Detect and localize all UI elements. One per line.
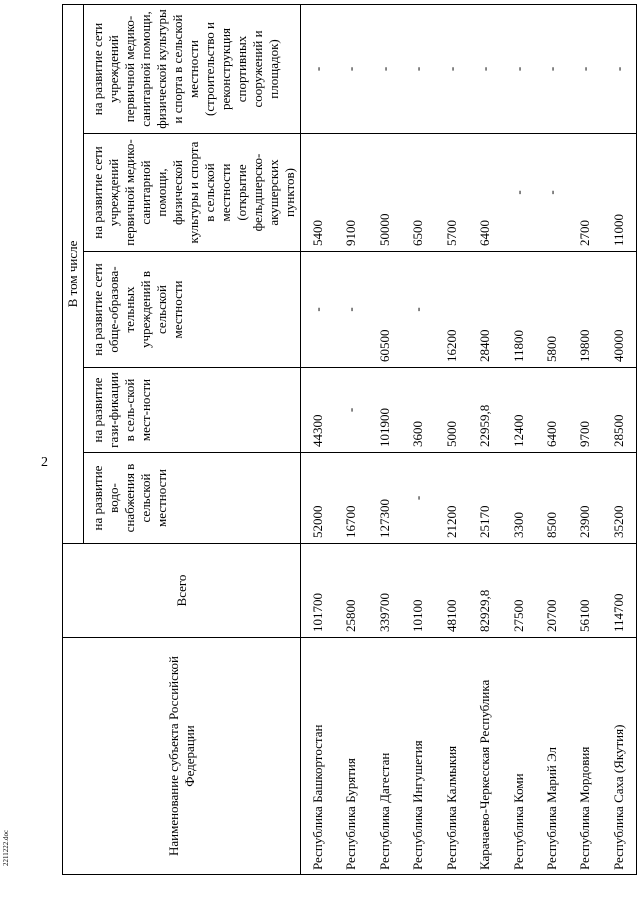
rotated-table-container bbox=[62, 5, 637, 875]
cell-const: - bbox=[502, 4, 535, 133]
cell-edu: 5800 bbox=[535, 252, 568, 368]
cell-edu: 16200 bbox=[435, 252, 468, 368]
cell-fap: 50000 bbox=[368, 134, 401, 252]
cell-name: Республика Мордовия bbox=[569, 638, 602, 875]
cell-gas: - bbox=[335, 368, 368, 453]
subsidy-table bbox=[62, 4, 637, 875]
table-row bbox=[435, 4, 468, 874]
cell-total: 27500 bbox=[502, 544, 535, 638]
cell-total: 339700 bbox=[368, 544, 401, 638]
cell-gas: 9700 bbox=[569, 368, 602, 453]
table-row bbox=[569, 4, 602, 874]
header-sports-construction: на развитие сети учреждений первичной медико-санитарной помощи, физической культуры и спорта в сельской местности (строительство и реконструкция спортивных сооружений и площадок) bbox=[84, 4, 301, 133]
header-including-group: В том числе bbox=[63, 4, 84, 543]
header-water-supply: на развитие водо-снабжения в сельской местности bbox=[84, 453, 301, 544]
table-row bbox=[402, 4, 435, 874]
cell-water: 35200 bbox=[602, 453, 636, 544]
table-row bbox=[468, 4, 501, 874]
header-total: Всего bbox=[63, 544, 301, 638]
cell-gas: 5000 bbox=[435, 368, 468, 453]
cell-name: Республика Калмыкия bbox=[435, 638, 468, 875]
cell-water: 52000 bbox=[301, 453, 335, 544]
table-row bbox=[535, 4, 568, 874]
header-schools: на развитие сети обще-образова-тельных учреждений в сельской местности bbox=[84, 252, 301, 368]
cell-edu: 11800 bbox=[502, 252, 535, 368]
cell-gas: 3600 bbox=[402, 368, 435, 453]
cell-fap: 5400 bbox=[301, 134, 335, 252]
cell-edu: - bbox=[301, 252, 335, 368]
cell-const: - bbox=[602, 4, 636, 133]
cell-total: 56100 bbox=[569, 544, 602, 638]
cell-name: Республика Дагестан bbox=[368, 638, 401, 875]
cell-gas: 6400 bbox=[535, 368, 568, 453]
table-row bbox=[602, 4, 636, 874]
cell-const: - bbox=[569, 4, 602, 133]
cell-name: Карачаево-Черкесская Республика bbox=[468, 638, 501, 875]
header-gasification: на развитие гази-фикации в сель-ской мест-ности bbox=[84, 368, 301, 453]
cell-gas: 101900 bbox=[368, 368, 401, 453]
cell-total: 114700 bbox=[602, 544, 636, 638]
cell-fap: 6500 bbox=[402, 134, 435, 252]
cell-total: 82929,8 bbox=[468, 544, 501, 638]
page-number: 2 bbox=[41, 455, 48, 470]
cell-const: - bbox=[335, 4, 368, 133]
cell-total: 20700 bbox=[535, 544, 568, 638]
cell-name: Республика Коми bbox=[502, 638, 535, 875]
cell-gas: 28500 bbox=[602, 368, 636, 453]
table-row bbox=[502, 4, 535, 874]
cell-water: 21200 bbox=[435, 453, 468, 544]
cell-name: Республика Марий Эл bbox=[535, 638, 568, 875]
cell-name: Республика Бурятия bbox=[335, 638, 368, 875]
cell-fap: 2700 bbox=[569, 134, 602, 252]
table-body bbox=[301, 4, 637, 874]
cell-const: - bbox=[535, 4, 568, 133]
cell-const: - bbox=[301, 4, 335, 133]
cell-name: Республика Ингушетия bbox=[402, 638, 435, 875]
cell-water: 23900 bbox=[569, 453, 602, 544]
cell-fap: 9100 bbox=[335, 134, 368, 252]
cell-water: 25170 bbox=[468, 453, 501, 544]
cell-edu: 40000 bbox=[602, 252, 636, 368]
cell-water: 8500 bbox=[535, 453, 568, 544]
cell-total: 101700 bbox=[301, 544, 335, 638]
cell-total: 25800 bbox=[335, 544, 368, 638]
cell-edu: - bbox=[335, 252, 368, 368]
table-row bbox=[335, 4, 368, 874]
cell-const: - bbox=[435, 4, 468, 133]
header-region-name: Наименование субъекта Российской Федерации bbox=[63, 638, 301, 875]
cell-const: - bbox=[468, 4, 501, 133]
cell-gas: 22959,8 bbox=[468, 368, 501, 453]
cell-edu: 28400 bbox=[468, 252, 501, 368]
cell-fap: - bbox=[502, 134, 535, 252]
cell-const: - bbox=[368, 4, 401, 133]
cell-fap: 11000 bbox=[602, 134, 636, 252]
cell-gas: 44300 bbox=[301, 368, 335, 453]
cell-water: 3300 bbox=[502, 453, 535, 544]
table-row bbox=[301, 4, 335, 874]
cell-fap: - bbox=[535, 134, 568, 252]
cell-water: 16700 bbox=[335, 453, 368, 544]
cell-const: - bbox=[402, 4, 435, 133]
cell-name: Республика Саха (Якутия) bbox=[602, 638, 636, 875]
cell-edu: - bbox=[402, 252, 435, 368]
cell-edu: 19800 bbox=[569, 252, 602, 368]
cell-edu: 60500 bbox=[368, 252, 401, 368]
cell-fap: 6400 bbox=[468, 134, 501, 252]
cell-gas: 12400 bbox=[502, 368, 535, 453]
table-row bbox=[368, 4, 401, 874]
header-medical-points: на развитие сети учреждений первичной медико-санитарной помощи, физической культуры и спорта в сельской местности (открытие фельдшерско-акушерских пунктов) bbox=[84, 134, 301, 252]
cell-name: Республика Башкортостан bbox=[301, 638, 335, 875]
cell-fap: 5700 bbox=[435, 134, 468, 252]
cell-total: 48100 bbox=[435, 544, 468, 638]
cell-water: 127300 bbox=[368, 453, 401, 544]
cell-water: - bbox=[402, 453, 435, 544]
document-code: 2211222.doc bbox=[2, 829, 10, 866]
cell-total: 10100 bbox=[402, 544, 435, 638]
